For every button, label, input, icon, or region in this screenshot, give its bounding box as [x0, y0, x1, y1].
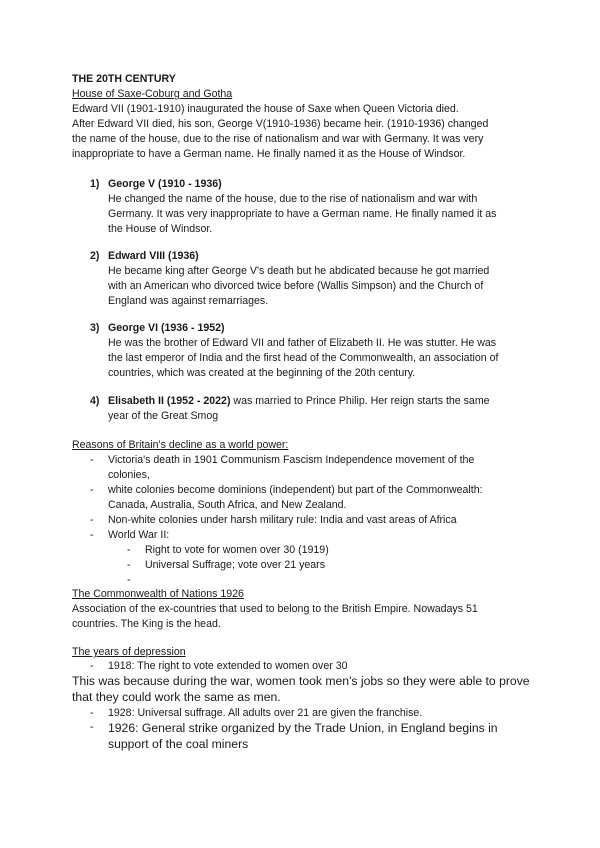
sub-bullet-item: Universal Suffrage; vote over 21 years — [145, 559, 325, 571]
saxe-line: After Edward VII died, his son, George V(1910-1936) became heir. (1910-1936) changed — [72, 118, 489, 130]
commonwealth-heading: The Commonwealth of Nations 1926 — [72, 588, 244, 600]
bullet-dash: - — [90, 529, 94, 541]
monarch-number: 4) — [90, 395, 100, 407]
sub-bullet-dash: - — [127, 544, 131, 556]
depression-para: This was because during the war, women took men's jobs so they were able to prove — [72, 674, 530, 688]
monarch-number: 1) — [90, 178, 100, 190]
monarch-name: George V (1910 - 1936) — [108, 178, 222, 190]
sub-bullet-dash: - — [127, 574, 131, 586]
monarch-text: year of the Great Smog — [108, 410, 219, 422]
commonwealth-line: countries. The King is the head. — [72, 618, 221, 630]
monarch-text: with an American who divorced twice before (Wallis Simpson) and the Church of — [108, 280, 484, 292]
bullet-dash: - — [90, 454, 94, 466]
monarch-name: Elisabeth II (1952 - 2022) — [108, 395, 231, 407]
page-title: THE 20TH CENTURY — [72, 73, 176, 85]
monarch-text: the House of Windsor. — [108, 223, 213, 235]
depression-item: 1926: General strike organized by the Trade Union, in England begins in — [108, 721, 498, 735]
monarch-text: countries, which was created at the beginning of the 20th century. — [108, 367, 416, 379]
monarch-text: the last emperor of India and the first head of the Commonwealth, an association of — [108, 352, 499, 364]
decline-item: Non-white colonies under harsh military rule: India and vast areas of Africa — [108, 514, 457, 526]
sub-bullet-item: Right to vote for women over 30 (1919) — [145, 544, 329, 556]
bullet-dash: - — [90, 660, 94, 672]
decline-item: Canada, Australia, South Africa, and New Zealand. — [108, 499, 347, 511]
saxe-line: Edward VII (1901-1910) inaugurated the house of Saxe when Queen Victoria died. — [72, 103, 459, 115]
saxe-heading: House of Saxe-Coburg and Gotha — [72, 88, 233, 100]
depression-para: that they could work the same as men. — [72, 690, 281, 704]
saxe-line: the name of the house, due to the rise of nationalism and war with Germany. It was very — [72, 133, 484, 145]
monarch-number: 2) — [90, 250, 100, 262]
monarch-text: He was the brother of Edward VII and father of Elizabeth II. He was stutter. He was — [108, 337, 497, 349]
decline-heading: Reasons of Britain's decline as a world power: — [72, 439, 289, 451]
monarch-number: 3) — [90, 322, 100, 334]
depression-item: 1928: Universal suffrage. All adults over 21 are given the franchise. — [108, 707, 423, 719]
bullet-dash: - — [90, 721, 94, 733]
sub-bullet-dash: - — [127, 559, 131, 571]
bullet-dash: - — [90, 484, 94, 496]
monarch-name: George VI (1936 - 1952) — [108, 322, 225, 334]
depression-item: 1918: The right to vote extended to women over 30 — [108, 660, 348, 672]
monarch-name: Edward VIII (1936) — [108, 250, 199, 262]
monarch-text: was married to Prince Philip. Her reign starts the same — [230, 395, 490, 407]
saxe-line: inappropriate to have a German name. He finally named it as the House of Windsor. — [72, 148, 466, 160]
decline-item: colonies, — [108, 469, 150, 481]
monarch-text: He changed the name of the house, due to the rise of nationalism and war with — [108, 193, 478, 205]
decline-item: white colonies become dominions (independent) but part of the Commonwealth: — [108, 484, 483, 496]
monarch-text: He became king after George V's death but he abdicated because he got married — [108, 265, 490, 277]
decline-item: Victoria's death in 1901 Communism Fascism Independence movement of the — [108, 454, 475, 466]
commonwealth-line: Association of the ex-countries that used to belong to the British Empire. Nowadays 51 — [72, 603, 478, 615]
depression-heading: The years of depression — [72, 646, 186, 658]
bullet-dash: - — [90, 514, 94, 526]
depression-item: support of the coal miners — [108, 737, 249, 751]
bullet-dash: - — [90, 707, 94, 719]
monarch-text: England was against remarriages. — [108, 295, 269, 307]
monarch-line — [108, 394, 490, 409]
monarch-text: Germany. It was very inappropriate to have a German name. He finally named it as — [108, 208, 497, 220]
decline-item: World War II: — [108, 529, 170, 541]
